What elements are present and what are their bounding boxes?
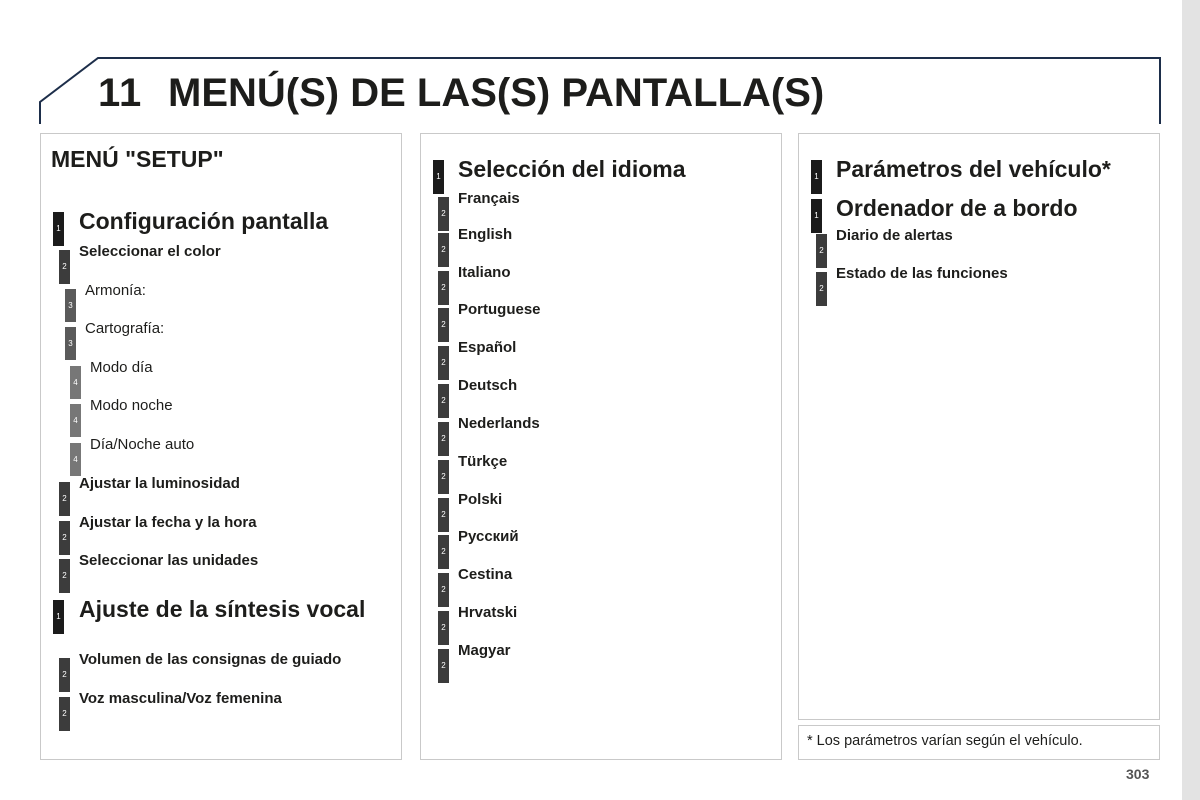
menu-item-label: Ajustar la fecha y la hora	[79, 514, 257, 531]
menu-item-label: Estado de las funciones	[836, 265, 1008, 282]
level-marker	[438, 271, 449, 305]
level-number: 2	[62, 494, 67, 503]
level-marker	[70, 443, 81, 476]
level-number: 4	[73, 377, 78, 387]
level-marker	[438, 197, 449, 231]
level-marker	[53, 212, 64, 246]
menu-item-label: Seleccionar las unidades	[79, 552, 259, 569]
level-marker	[59, 482, 70, 516]
language-menu-panel	[420, 133, 782, 760]
level-marker	[59, 521, 70, 555]
menu-item-label: English	[458, 226, 513, 243]
level-marker	[811, 199, 822, 233]
menu-item-label: Ajustar la luminosidad	[79, 475, 240, 492]
level-marker	[65, 327, 76, 360]
footnote-text: * Los parámetros varían según el vehículo.	[807, 733, 1083, 749]
level-marker	[433, 160, 444, 194]
menu-item-label: Ajuste de la síntesis vocal	[79, 596, 366, 622]
level-number: 2	[441, 472, 446, 481]
page-number: 303	[1126, 766, 1150, 782]
menu-item-label: Türkçe	[458, 453, 508, 470]
level-marker	[53, 600, 64, 634]
level-number: 2	[819, 246, 824, 255]
menu-item-label: Hrvatski	[458, 604, 518, 621]
level-number: 3	[68, 338, 73, 348]
menu-item-label: Cartografía:	[85, 320, 165, 337]
level-marker	[59, 658, 70, 692]
level-marker	[59, 559, 70, 593]
level-marker	[438, 384, 449, 418]
menu-item-label: Parámetros del vehículo*	[836, 156, 1111, 182]
level-marker	[438, 611, 449, 645]
level-marker	[438, 535, 449, 569]
level-number: 2	[441, 320, 446, 329]
level-marker	[70, 404, 81, 437]
level-number: 1	[56, 224, 61, 233]
level-number: 2	[441, 623, 446, 632]
menu-item-label: Volumen de las consignas de guiado	[79, 651, 342, 668]
level-number: 2	[819, 284, 824, 293]
menu-item-label: Seleccionar el color	[79, 243, 221, 260]
footnote-box	[798, 725, 1160, 760]
level-marker	[438, 308, 449, 342]
menu-item-label: Selección del idioma	[458, 156, 686, 182]
level-number: 2	[62, 571, 67, 580]
menu-item-label: Día/Noche auto	[90, 436, 195, 453]
level-number: 2	[441, 585, 446, 594]
level-number: 1	[814, 211, 819, 220]
menu-item-label: Español	[458, 339, 517, 356]
level-marker	[811, 160, 822, 194]
level-marker	[438, 573, 449, 607]
menu-item-label: Français	[458, 190, 520, 207]
level-number: 2	[62, 670, 67, 679]
menu-item-label: Modo día	[90, 359, 153, 376]
level-marker	[816, 234, 827, 268]
menu-item-label: Modo noche	[90, 397, 173, 414]
menu-item-label: Portuguese	[458, 301, 541, 318]
level-marker	[438, 498, 449, 532]
menu-item-label: Italiano	[458, 264, 511, 281]
level-number: 1	[56, 612, 61, 621]
level-number: 2	[441, 283, 446, 292]
level-marker	[59, 250, 70, 284]
level-number: 2	[62, 709, 67, 718]
level-number: 2	[62, 533, 67, 542]
level-marker	[438, 460, 449, 494]
level-marker	[59, 697, 70, 731]
level-marker	[438, 422, 449, 456]
level-number: 4	[73, 454, 78, 464]
level-number: 2	[441, 510, 446, 519]
level-marker	[438, 649, 449, 683]
level-marker	[816, 272, 827, 306]
level-number: 2	[441, 434, 446, 443]
level-number: 1	[436, 172, 441, 181]
level-number: 2	[62, 262, 67, 271]
menu-item-label: Configuración pantalla	[79, 208, 329, 234]
setup-menu-panel	[40, 133, 402, 760]
menu-item-label: Deutsch	[458, 377, 518, 394]
level-marker	[438, 346, 449, 380]
level-number: 4	[73, 415, 78, 425]
menu-item-label: Cestina	[458, 566, 513, 583]
level-marker	[438, 233, 449, 267]
menu-item-label: Voz masculina/Voz femenina	[79, 690, 282, 707]
level-number: 3	[68, 300, 73, 310]
menu-item-label: Ordenador de a bordo	[836, 195, 1078, 221]
level-marker	[70, 366, 81, 399]
menu-item-label: Magyar	[458, 642, 511, 659]
level-number: 1	[814, 172, 819, 181]
level-number: 2	[441, 547, 446, 556]
level-marker	[65, 289, 76, 322]
chapter-number: 11	[98, 71, 143, 115]
menu-item-label: Armonía:	[85, 282, 146, 299]
chapter-title: MENÚ(S) DE LAS(S) PANTALLA(S)	[168, 71, 825, 115]
menu-item-label: Nederlands	[458, 415, 540, 432]
level-number: 2	[441, 245, 446, 254]
setup-menu-title: MENÚ "SETUP"	[51, 146, 224, 172]
menu-item-label: Diario de alertas	[836, 227, 953, 244]
level-number: 2	[441, 209, 446, 218]
level-number: 2	[441, 661, 446, 670]
menu-item-label: Polski	[458, 491, 503, 508]
level-number: 2	[441, 358, 446, 367]
level-number: 2	[441, 396, 446, 405]
menu-item-label: Русский	[458, 528, 519, 545]
vehicle-parameters-panel	[798, 133, 1160, 720]
